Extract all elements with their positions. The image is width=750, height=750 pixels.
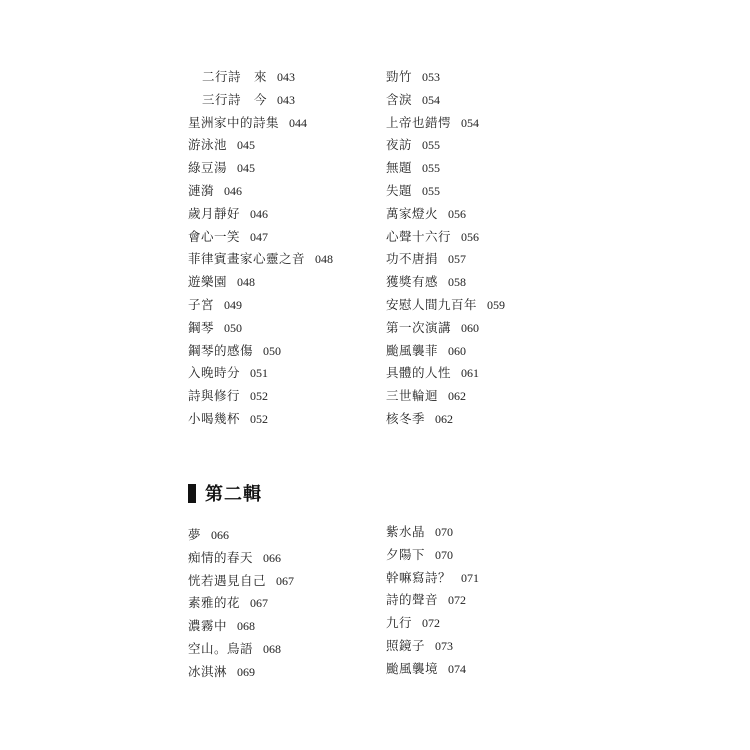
toc-entry-title: 濃霧中 [188, 618, 228, 634]
toc-entry-page-number: 047 [250, 229, 269, 244]
toc-column-section1-left [188, 66, 333, 431]
toc-entry-title: 紫水晶 [386, 524, 426, 539]
toc-entry [188, 362, 333, 385]
toc-entry [386, 134, 505, 157]
toc-entry [188, 615, 294, 638]
toc-entry-title: 空山。鳥語 [188, 640, 254, 656]
toc-entry-title: 菲律賓畫家心靈之音 [188, 251, 306, 267]
toc-entry [386, 567, 479, 590]
toc-entry [188, 112, 333, 135]
toc-entry-title: 詩的聲音 [386, 592, 439, 608]
toc-entry-title: 安慰人間九百年 [386, 296, 478, 312]
toc-entry [386, 635, 479, 658]
toc-entry [188, 638, 294, 661]
toc-entry-page-number: 068 [237, 619, 256, 634]
toc-column-section2-right [386, 521, 479, 681]
toc-entry-page-number: 057 [448, 252, 467, 267]
toc-column-section2-left [188, 524, 294, 684]
toc-entry-title: 含淚 [386, 91, 413, 107]
toc-entry-title: 核冬季 [386, 410, 426, 426]
toc-entry-title: 遊樂園 [188, 274, 228, 290]
toc-entry-title: 鋼琴的感傷 [188, 342, 254, 358]
toc-entry-page-number: 052 [250, 411, 269, 426]
toc-entry [188, 203, 333, 226]
toc-entry-page-number: 059 [487, 297, 506, 312]
toc-entry-title: 恍若遇見自己 [188, 572, 267, 588]
toc-entry [188, 408, 333, 431]
toc-entry-title: 入晚時分 [188, 365, 241, 381]
toc-entry-title: 功不唐捐 [386, 251, 439, 267]
toc-entry-page-number: 074 [448, 661, 467, 676]
toc-entry [386, 180, 505, 203]
toc-entry-page-number: 054 [461, 115, 480, 130]
toc-entry-page-number: 066 [211, 528, 230, 542]
toc-entry-page-number: 056 [448, 206, 467, 221]
toc-entry-page-number: 045 [237, 161, 256, 176]
toc-entry [386, 521, 479, 544]
toc-entry-title: 勁竹 [386, 69, 413, 84]
toc-entry [386, 340, 505, 363]
toc-entry-title: 無題 [386, 160, 413, 176]
toc-entry-title: 素雅的花 [188, 595, 241, 611]
toc-entry-page-number: 053 [422, 70, 441, 84]
toc-entry [386, 66, 505, 89]
toc-entry-title: 冰淇淋 [188, 663, 228, 679]
toc-entry-page-number: 050 [224, 320, 243, 335]
toc-entry-page-number: 050 [263, 343, 282, 358]
toc-entry-page-number: 067 [276, 573, 295, 588]
toc-entry-page-number: 068 [263, 641, 282, 656]
section-marker-bar [188, 484, 196, 503]
toc-entry [188, 271, 333, 294]
toc-entry [386, 408, 505, 431]
toc-entry-page-number: 072 [422, 616, 441, 631]
toc-entry-page-number: 055 [422, 138, 441, 153]
toc-entry [188, 661, 294, 684]
toc-entry [386, 317, 505, 340]
toc-entry-page-number: 060 [461, 320, 480, 335]
toc-entry-title: 小喝幾杯 [188, 410, 241, 426]
toc-entry-title: 颱風襲菲 [386, 342, 439, 358]
toc-entry-title: 綠豆湯 [188, 160, 228, 176]
toc-entry [188, 570, 294, 593]
toc-entry-page-number: 067 [250, 596, 269, 611]
toc-entry-title: 心聲十六行 [386, 228, 452, 244]
toc-entry [386, 294, 505, 317]
toc-entry-title: 二行詩 來 [202, 69, 268, 84]
toc-entry-page-number: 045 [237, 138, 256, 153]
toc-entry-title: 夕陽下 [386, 546, 426, 562]
toc-entry-page-number: 043 [277, 70, 296, 84]
toc-entry-page-number: 058 [448, 275, 467, 290]
toc-entry-page-number: 049 [224, 297, 243, 312]
toc-entry-title: 上帝也錯愕 [386, 114, 452, 130]
toc-entry-page-number: 069 [237, 664, 256, 679]
toc-entry-title: 會心一笑 [188, 228, 241, 244]
toc-entry [188, 89, 333, 112]
toc-entry-page-number: 046 [250, 206, 269, 221]
toc-entry [386, 362, 505, 385]
toc-entry-page-number: 048 [315, 252, 334, 267]
toc-entry [386, 589, 479, 612]
toc-entry [386, 89, 505, 112]
toc-entry-page-number: 066 [263, 550, 282, 565]
toc-entry-page-number: 044 [289, 115, 308, 130]
toc-entry-title: 歲月靜好 [188, 205, 241, 221]
toc-entry-title: 鋼琴 [188, 319, 215, 335]
toc-entry [386, 203, 505, 226]
toc-entry [386, 658, 479, 681]
toc-entry-title: 具體的人性 [386, 365, 452, 381]
toc-entry [188, 66, 333, 89]
toc-entry [188, 385, 333, 408]
toc-entry [386, 544, 479, 567]
toc-entry-page-number: 060 [448, 343, 467, 358]
toc-entry-title: 獲獎有感 [386, 274, 439, 290]
toc-entry [386, 248, 505, 271]
toc-entry-page-number: 048 [237, 275, 256, 290]
toc-entry-page-number: 046 [224, 183, 243, 198]
toc-entry-page-number: 052 [250, 389, 269, 404]
toc-entry-page-number: 070 [435, 525, 454, 539]
toc-entry [386, 157, 505, 180]
toc-entry-page-number: 062 [435, 411, 454, 426]
toc-entry [188, 317, 333, 340]
toc-entry-title: 夢 [188, 527, 202, 542]
toc-entry-title: 颱風襲境 [386, 660, 439, 676]
toc-entry-page-number: 051 [250, 366, 269, 381]
toc-entry-title: 漣漪 [188, 182, 215, 198]
toc-column-section1-right [386, 66, 505, 431]
toc-entry-page-number: 071 [461, 570, 480, 585]
toc-entry-page-number: 072 [448, 593, 467, 608]
toc-entry [386, 226, 505, 249]
toc-entry-page-number: 056 [461, 229, 480, 244]
toc-entry-title: 萬家燈火 [386, 205, 439, 221]
toc-entry [386, 385, 505, 408]
toc-entry [386, 271, 505, 294]
toc-entry-title: 三行詩 今 [202, 91, 268, 107]
toc-entry [188, 592, 294, 615]
toc-entry [188, 134, 333, 157]
toc-entry [188, 180, 333, 203]
toc-entry [188, 226, 333, 249]
toc-entry-title: 子宮 [188, 296, 215, 312]
toc-entry-page-number: 062 [448, 389, 467, 404]
toc-entry-page-number: 061 [461, 366, 480, 381]
toc-entry-title: 失題 [386, 182, 413, 198]
toc-entry [386, 612, 479, 635]
toc-entry [188, 248, 333, 271]
toc-entry-title: 九行 [386, 615, 413, 631]
toc-entry-page-number: 070 [435, 547, 454, 562]
toc-entry [188, 157, 333, 180]
toc-entry [188, 340, 333, 363]
toc-entry [188, 294, 333, 317]
toc-entry-page-number: 054 [422, 92, 441, 107]
toc-entry-page-number: 073 [435, 638, 454, 653]
toc-entry-title: 照鏡子 [386, 637, 426, 653]
toc-entry-page-number: 055 [422, 183, 441, 198]
toc-entry-page-number: 043 [277, 92, 296, 107]
toc-entry [188, 524, 294, 547]
toc-entry-title: 痴情的春天 [188, 549, 254, 565]
toc-entry-title: 游泳池 [188, 137, 228, 153]
toc-entry-title: 第一次演講 [386, 319, 452, 335]
toc-entry-title: 星洲家中的詩集 [188, 114, 280, 130]
toc-entry [386, 112, 505, 135]
toc-entry-title: 詩與修行 [188, 388, 241, 404]
section-title: 第二輯 [205, 484, 262, 505]
toc-entry-title: 夜訪 [386, 137, 413, 153]
section-heading [188, 480, 262, 506]
toc-entry-title: 幹嘛寫詩？ [386, 569, 452, 585]
toc-entry [188, 547, 294, 570]
toc-entry-title: 三世輪迴 [386, 388, 439, 404]
toc-entry-page-number: 055 [422, 161, 441, 176]
